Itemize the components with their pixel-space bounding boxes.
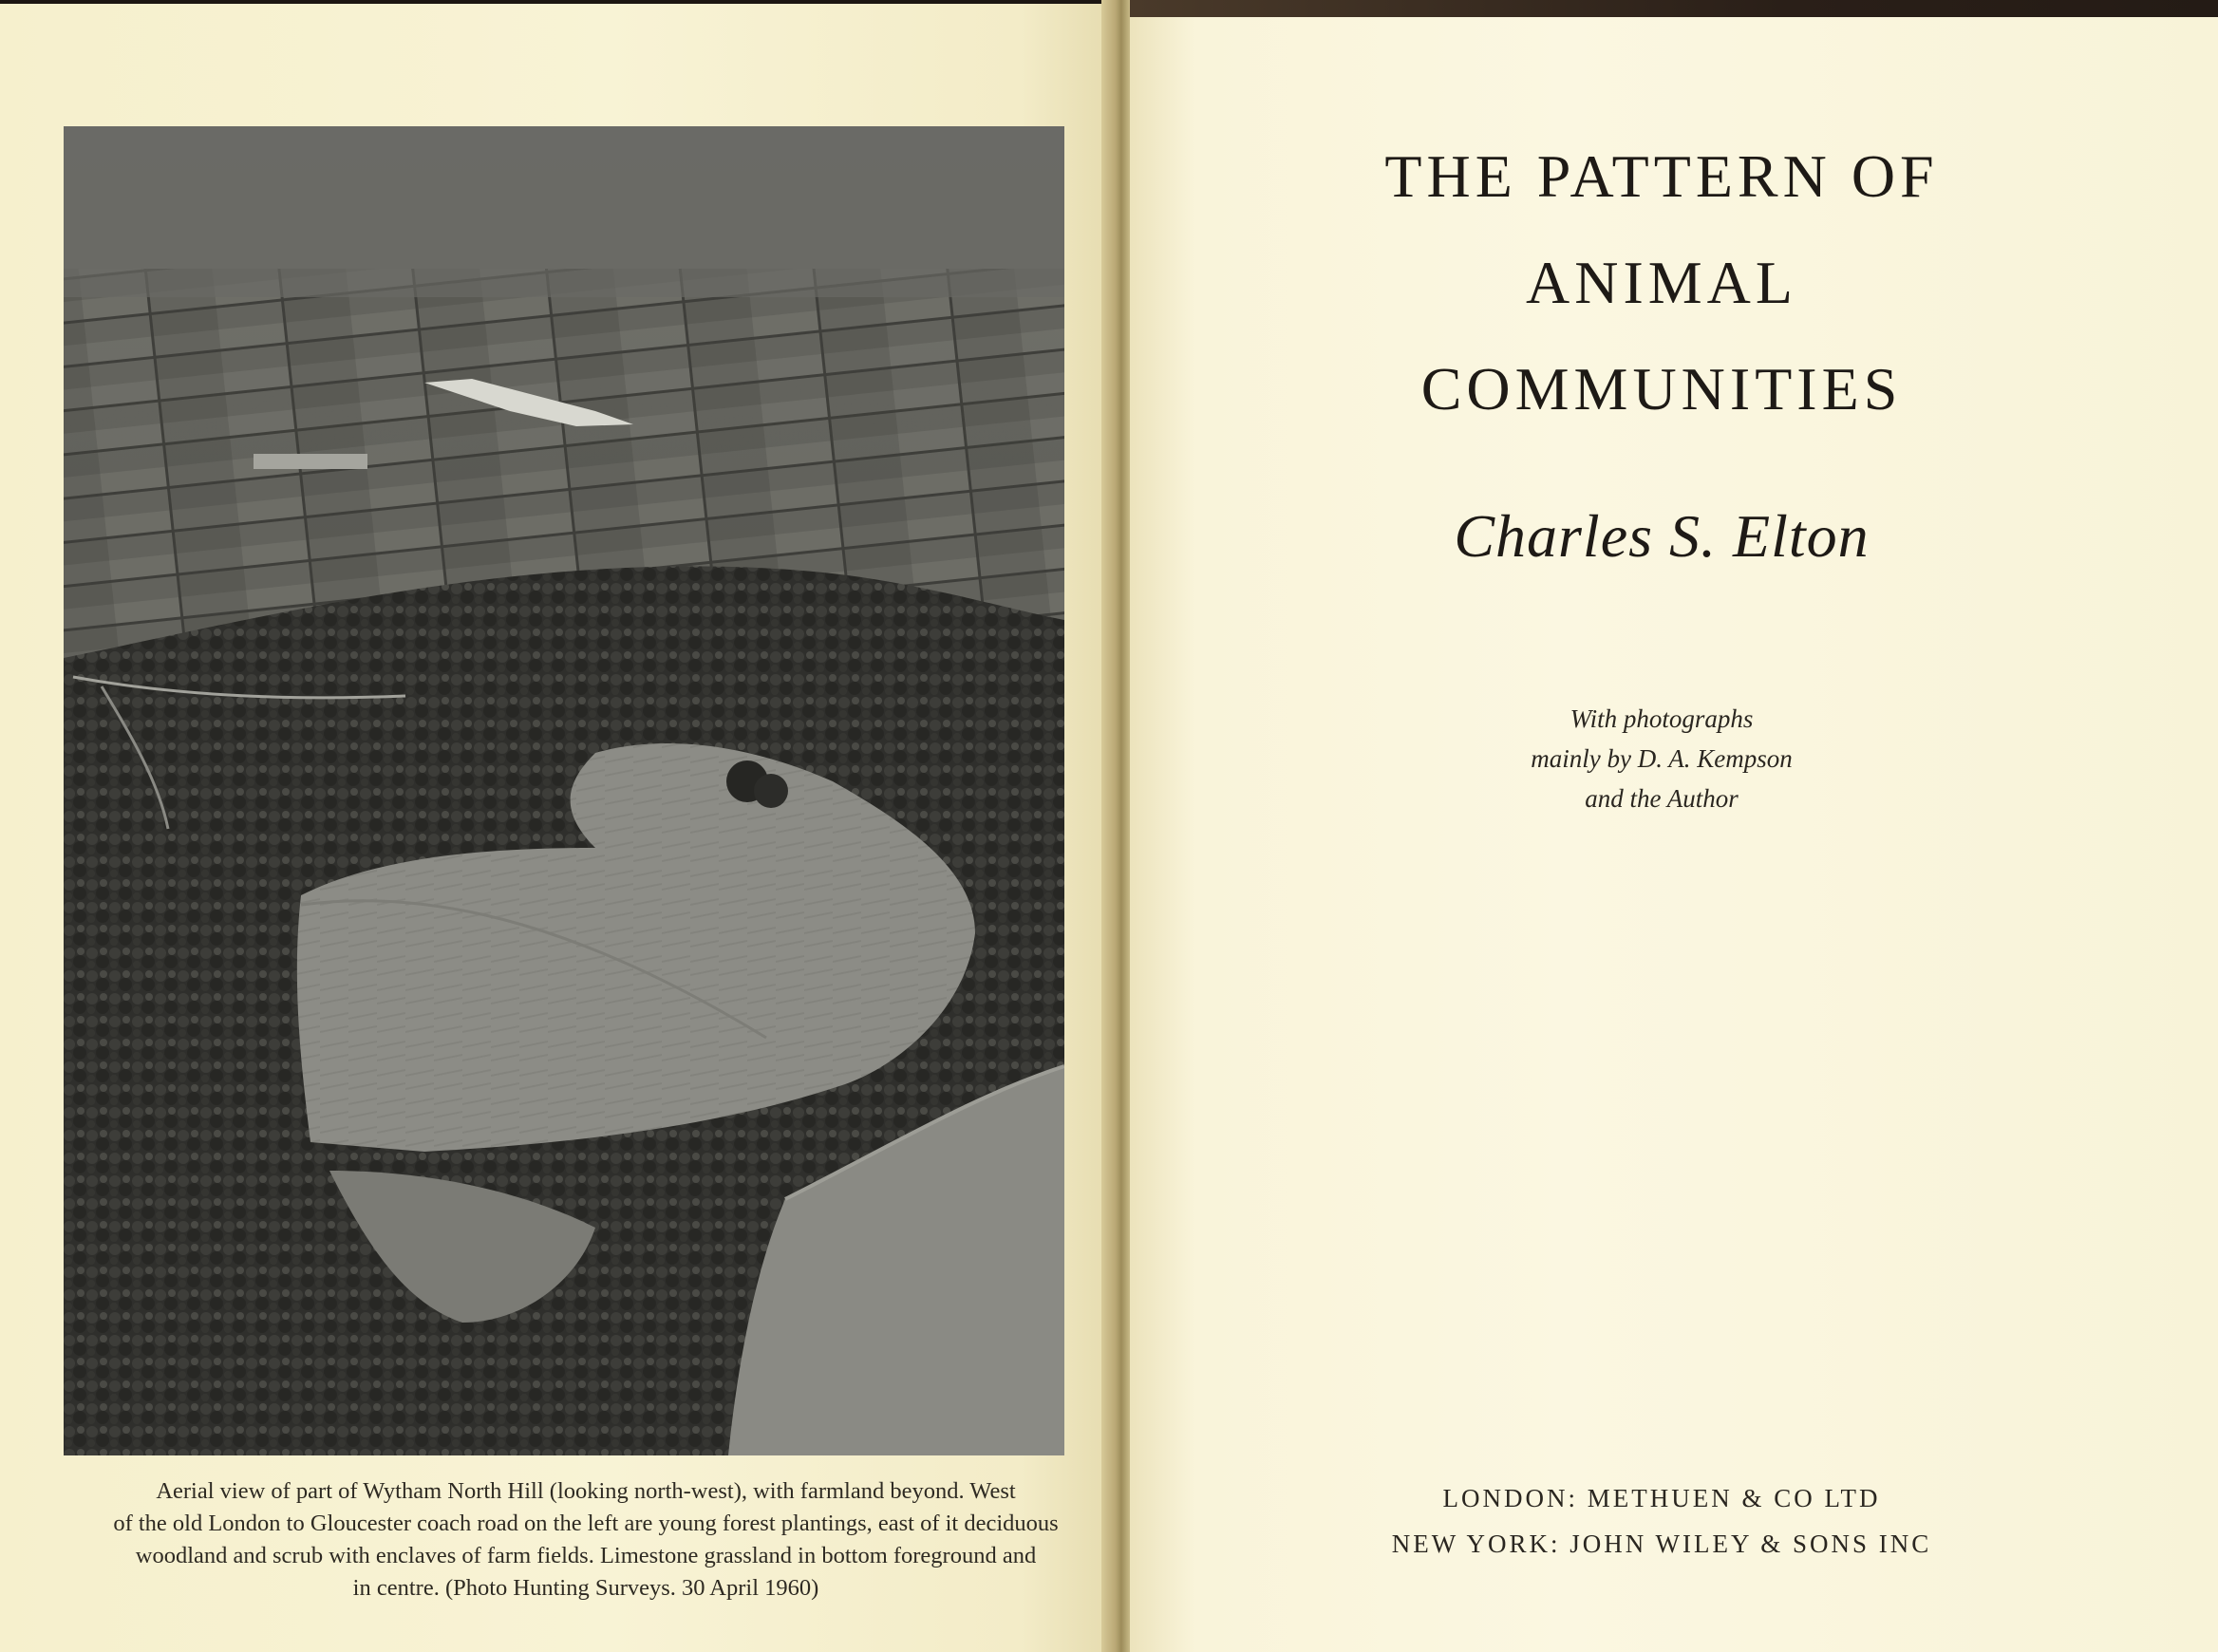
title-line: ANIMAL	[1526, 249, 1797, 316]
aerial-photograph	[64, 126, 1064, 1455]
caption-line: in centre. (Photo Hunting Surveys. 30 April 1960)	[352, 1575, 819, 1601]
title-line: THE PATTERN OF	[1384, 142, 1939, 210]
photo-caption	[104, 1475, 1067, 1605]
credits-line: and the Author	[1585, 784, 1739, 813]
imprint-line: LONDON: METHUEN & CO LTD	[1442, 1484, 1881, 1512]
caption-line: of the old London to Gloucester coach road on the left are young forest plantings, east of it deciduous	[113, 1511, 1059, 1536]
book-title	[1225, 123, 2098, 442]
publisher-imprint	[1234, 1475, 2089, 1567]
title-line: COMMUNITIES	[1420, 355, 1903, 422]
author-name: Charles S. Elton	[1454, 502, 1870, 570]
page-edge-shadow	[1130, 0, 2218, 17]
caption-line: Aerial view of part of Wytham North Hill (looking north-west), with farmland beyond. West	[156, 1478, 1016, 1504]
imprint-line: NEW YORK: JOHN WILEY & SONS INC	[1391, 1530, 1932, 1558]
caption-line: woodland and scrub with enclaves of farm fields. Limestone grassland in bottom foreground and	[135, 1543, 1037, 1568]
photo-credits	[1329, 699, 1994, 818]
credits-line: With photographs	[1570, 704, 1754, 733]
credits-line: mainly by D. A. Kempson	[1531, 744, 1793, 773]
